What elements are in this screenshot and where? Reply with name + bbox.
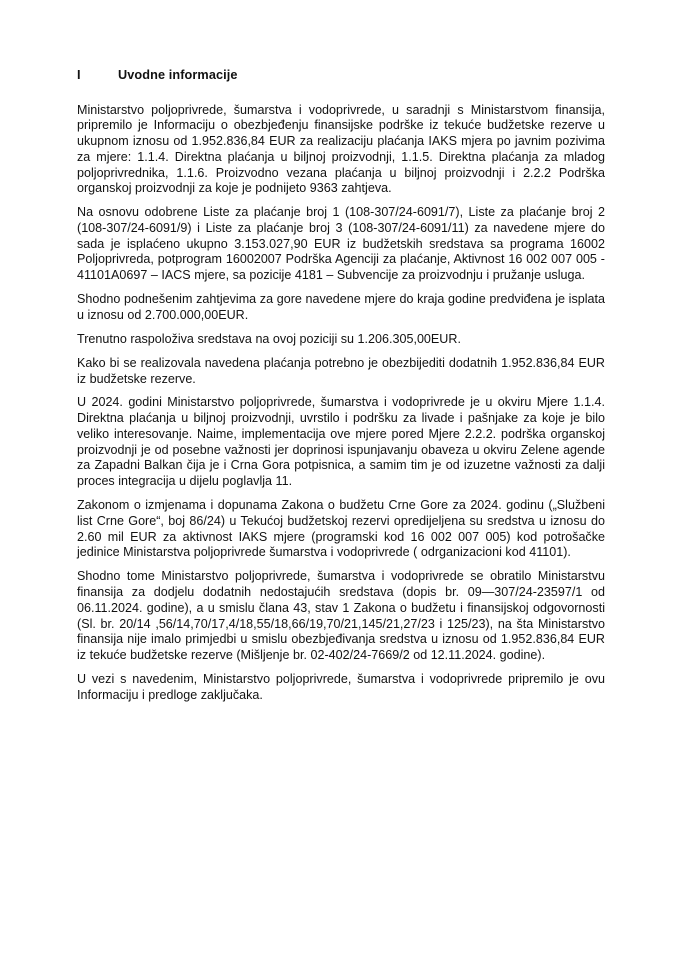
paragraph-approved-payment-lists: Na osnovu odobrene Liste za plaćanje broj 1 (108-307/24-6091/7), Liste za plaćanje broj 2 (108-307/24-6091/9) i Liste za plaćanje broj 3 (108-307/24-6091/11) za navedene mjere do sada je isplaćeno ukupno 3.153.027,90 EUR iz budžetskih sredstava sa programa 16002 Poljoprivreda, potprogram 16002007 Podrška Agenciji za plaćanje, Aktivnost 16 002 007 005 - 41101A0697 – IACS mjere, sa pozicije 4181 – Subvencije za proizvodnju i pružanje usluga. [77,205,605,283]
section-title: Uvodne informacije [118,68,238,82]
paragraph-currently-available-funds: Trenutno raspoloživa sredstava na ovoj poziciji su 1.206.305,00EUR. [77,331,461,346]
paragraph-conclusion: U vezi s navedenim, Ministarstvo poljoprivrede, šumarstva i vodoprivrede pripremilo je ovu Informaciju i predloge zaključaka. [77,672,605,702]
document-body [77,68,605,704]
paragraph-intro-ministry-information: Ministarstvo poljoprivrede, šumarstva i vodoprivrede, u saradnji s Ministarstvom finansija, pripremilo je Informaciju o obezbjeđenju finansijske podrške iz tekuće budžetske rezerve u ukupnom iznosu od 1.952.836,84 EUR za realizaciju plaćanja IAKS mjera po javnim pozivima za mjere: 1.1.4. Direktna plaćanja u biljnoj proizvodnji, 1.1.5. Direktna plaćanja za mladog poljoprivrednika, 1.1.6. Proizvodno vezana plaćanja u biljnoj proizvodnji i 2.2.2 Podrška organskoj proizvodnji za koje je podnijeto 9363 zahtjeva. [77,102,605,196]
section-numeral: I [77,68,81,82]
paragraph-measure-implementation-2024: U 2024. godini Ministarstvo poljoprivrede, šumarstva i vodoprivrede je u okviru Mjere 1.1.4. Direktna plaćanja u biljnoj proizvodnji, uvrstilo i podršku za livade i pašnjake za koje je bilo veliko interesovanje. Naime, implementacija ove mjere pored Mjere 2.2.2. podrška organskoj proizvodnji je od posebne važnosti jer doprinosi ispunjavanju obaveza u okviru Zelene agende za Zapadni Balkan čija je i Crna Gora potpisnica, a samim tim je od izuzetne važnosti za dalji proces integracija u dijelu poglavlja 11. [77,395,605,489]
paragraph-planned-payout: Shodno podnešenim zahtjevima za gore navedene mjere do kraja godine predviđena je isplata u iznosu od 2.700.000,00EUR. [77,292,605,322]
paragraph-request-to-ministry-of-finance: Shodno tome Ministarstvo poljoprivrede, šumarstva i vodoprivrede se obratilo Ministarstvu finansija za dodjelu dodatnih nedostajućih sredstava (dopis br. 09—307/24-23597/1 od 06.11.2024. godine), a u smislu člana 43, stav 1 Zakona o budžetu i finansijskoj odgovornosti (Sl. br. 20/14 ,56/14,70/17,4/18,55/18,66/19,70/21,145/21,27/23 i 125/23), na šta Ministarstvo finansija nije imalo primjedbi u smislu obezbjeđivanja sredstva u iznosu od 1.952.836,84 EUR iz tekuće budžetske rezerve (Mišljenje br. 02-402/24-7669/2 od 12.11.2024. godine). [77,569,605,663]
section-heading [77,68,605,84]
paragraph-additional-funds-needed: Kako bi se realizovala navedena plaćanja potrebno je obezbijediti dodatnih 1.952.836,84 EUR iz budžetske rezerve. [77,355,605,386]
paragraph-budget-law-amendments: Zakonom o izmjenama i dopunama Zakona o budžetu Crne Gore za 2024. godinu („Službeni list Crne Gore“, boj 86/24) u Tekućoj budžetskoj rezervi opredijeljena su sredstva u iznosu do 2.60 mil EUR za aktivnost IAKS mjere (programski kod 16 002 007 005) kod potrošačke jedinice Ministarstva poljoprivrede šumarstva i vodoprivrede ( odrganizacioni kod 41101). [77,498,605,560]
